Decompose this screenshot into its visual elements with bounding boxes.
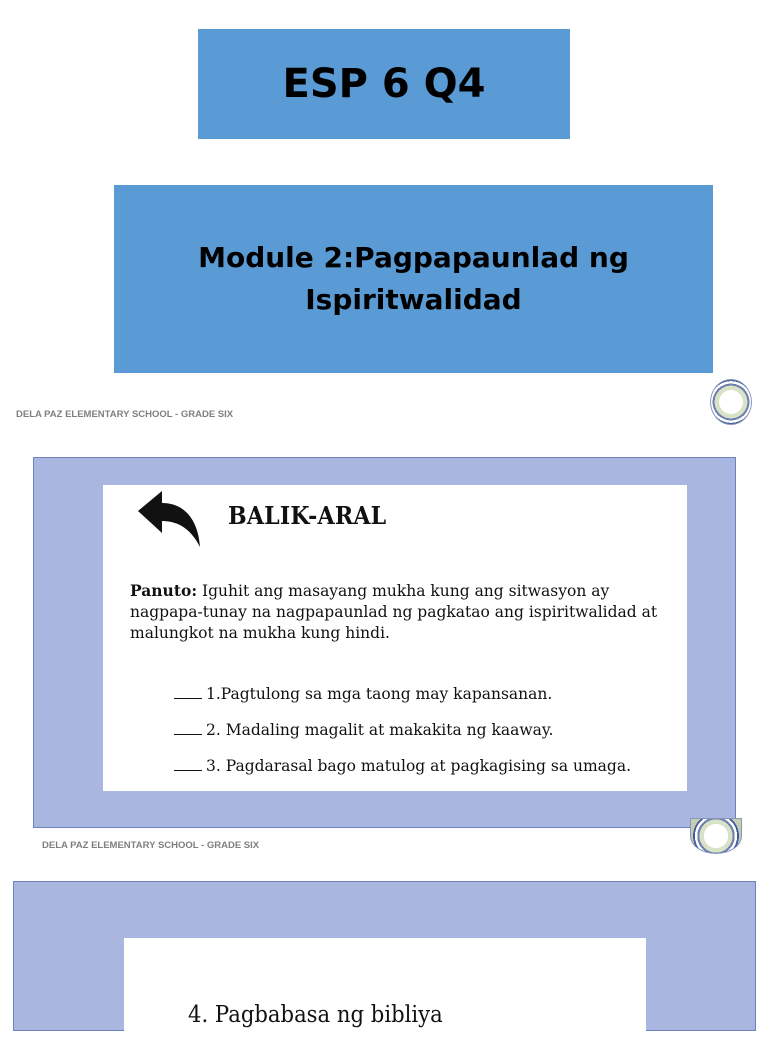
worksheet-item <box>174 721 553 739</box>
back-arrow-icon <box>136 489 206 549</box>
worksheet-item <box>174 685 552 703</box>
worksheet-item <box>174 757 631 775</box>
slide-title-box <box>198 29 570 139</box>
module-title-box <box>114 185 713 373</box>
worksheet-instruction <box>130 580 670 644</box>
review-slide <box>33 457 736 828</box>
answer-blank <box>174 686 202 699</box>
instruction-label: Panuto: <box>130 581 198 600</box>
answer-blank <box>174 758 202 771</box>
worksheet-image <box>124 938 646 1058</box>
next-slide <box>13 881 756 1031</box>
module-title: Module 2:Pagpapaunlad ng Ispiritwalidad <box>198 241 629 316</box>
school-seal-logo <box>710 379 752 425</box>
slide-title: ESP 6 Q4 <box>282 61 486 107</box>
answer-blank <box>174 722 202 735</box>
instruction-text: Iguhit ang masayang mukha kung ang sitwasyon ay nagpapa-tunay na nagpapaunlad ng pagkatao ang ispiritwalidad at malungkot na mukha kung hindi. <box>130 582 658 642</box>
school-footer: DELA PAZ ELEMENTARY SCHOOL - GRADE SIX <box>42 840 260 851</box>
school-seal-logo <box>690 818 742 854</box>
worksheet-image <box>103 485 687 791</box>
item-text: 1.Pagtulong sa mga taong may kapansanan. <box>206 685 553 703</box>
worksheet-heading: BALIK-ARAL <box>228 501 387 530</box>
worksheet-item: 4. Pagbabasa ng bibliya <box>188 1002 443 1028</box>
school-footer: DELA PAZ ELEMENTARY SCHOOL - GRADE SIX <box>16 409 234 420</box>
item-text: 2. Madaling magalit at makakita ng kaaway. <box>206 721 554 739</box>
item-text: 3. Pagdarasal bago matulog at pagkagising sa umaga. <box>206 757 632 775</box>
